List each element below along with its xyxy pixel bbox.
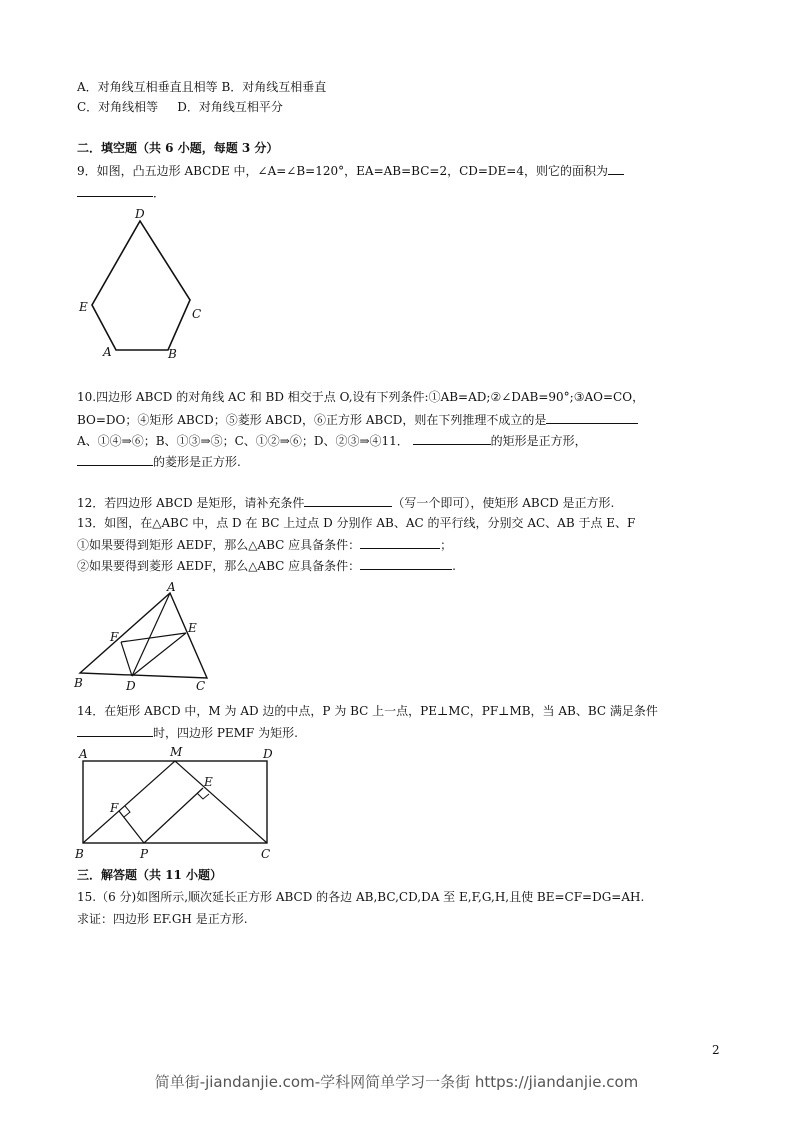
q10-line3 — [77, 432, 587, 449]
right-angle-f — [124, 806, 130, 817]
q14-rectangle-figure — [72, 744, 282, 864]
footer-watermark[interactable]: 简单街-jiandanjie.com-学科网简单学习一条街 https://jiandanjie.com — [154, 1073, 639, 1091]
label-c: C — [196, 679, 206, 693]
page-number: 2 — [712, 1043, 720, 1057]
label-a: A — [103, 345, 112, 359]
segment-bm — [83, 761, 175, 843]
q9-text — [77, 162, 624, 179]
label-b: B — [74, 676, 83, 690]
segment-df — [121, 642, 132, 676]
label-b: B — [75, 847, 84, 861]
q8-options-line1: A．对角线互相垂直且相等 B．对角线互相垂直 — [77, 80, 327, 94]
q10-line2 — [77, 411, 638, 428]
segment-pe — [144, 788, 203, 843]
q11-answer-blank-a[interactable] — [413, 432, 491, 445]
q15-line1: 15.（6 分)如图所示,顺次延长正方形 ABCD 的各边 AB,BC,CD,DA 至 E,F,G,H,且使 BE=CF=DG=AH. — [77, 890, 645, 904]
label-p: P — [140, 847, 149, 861]
triangle-abc — [80, 593, 207, 678]
label-f: F — [110, 801, 119, 815]
label-e: E — [204, 775, 213, 789]
q10-line1: 10.四边形 ABCD 的对角线 AC 和 BD 相交于点 O,设有下列条件:①AB=AD;②∠DAB=90°;③AO=CO， — [77, 390, 645, 404]
q10-line4 — [77, 453, 241, 470]
q14-line1: 14．在矩形 ABCD 中，M 为 AD 边的中点，P 为 BC 上一点，PE⊥MC，PF⊥MB，当 AB、BC 满足条件 — [77, 704, 658, 718]
q13-line3-text: ②如果要得到菱形 AEDF，那么△ABC 应具备条件： — [77, 559, 361, 573]
q10-line4-text: 的菱形是正方形. — [153, 455, 241, 469]
q10-answer-blank[interactable] — [546, 411, 638, 424]
q10-line2-text: BO=DO；④矩形 ABCD；⑤菱形 ABCD，⑥正方形 ABCD，则在下列推理不成立的是 — [77, 413, 547, 427]
q13-line2-end: ； — [440, 538, 453, 552]
q12-line — [77, 494, 614, 511]
q13-answer-blank-1[interactable] — [360, 536, 440, 549]
q13-line3 — [77, 557, 456, 574]
label-e: E — [79, 300, 88, 314]
q9-answer-blank-b[interactable] — [77, 184, 153, 197]
label-b: B — [168, 347, 177, 361]
q12-answer-blank[interactable] — [304, 494, 392, 507]
q9-question: 9．如图，凸五边形 ABCDE 中，∠A=∠B=120°，EA=AB=BC=2，CD=DE=4，则它的面积为 — [77, 164, 609, 178]
q9-answer-blank-a[interactable] — [608, 162, 624, 175]
q11-answer-blank-b[interactable] — [77, 453, 153, 466]
section2-title: 二．填空题（共 6 小题，每题 3 分） — [77, 141, 279, 155]
q14-line2 — [77, 724, 298, 741]
q14-answer-blank[interactable] — [77, 724, 153, 737]
segment-pf — [119, 811, 144, 843]
q15-line2: 求证：四边形 EF.GH 是正方形. — [77, 912, 248, 926]
label-m: M — [170, 745, 183, 759]
q10-line3b: 的矩形是正方形， — [490, 434, 587, 448]
label-d: D — [263, 747, 273, 761]
segment-ad — [132, 593, 170, 676]
q9-pentagon-figure — [74, 202, 214, 364]
label-a: A — [167, 580, 176, 594]
pentagon-shape — [92, 221, 190, 350]
label-a: A — [79, 747, 88, 761]
q12-text-b: （写一个即可），使矩形 ABCD 是正方形. — [392, 496, 615, 510]
q8-options-line2: C．对角线相等 D．对角线互相平分 — [77, 100, 283, 114]
label-d: D — [135, 207, 145, 221]
right-angle-e — [197, 793, 209, 799]
q13-line2-text: ①如果要得到矩形 AEDF，那么△ABC 应具备条件： — [77, 538, 361, 552]
q13-triangle-figure — [72, 580, 222, 696]
q13-line3-end: . — [452, 559, 456, 573]
q12-text-a: 12．若四边形 ABCD 是矩形，请补充条件 — [77, 496, 305, 510]
q13-answer-blank-2[interactable] — [360, 557, 452, 570]
label-e: E — [188, 621, 197, 635]
label-d: D — [126, 679, 136, 693]
q13-line2 — [77, 536, 452, 553]
section3-title: 三．解答题（共 11 小题） — [77, 868, 223, 882]
q9-end: ． — [153, 186, 166, 200]
label-c: C — [192, 307, 202, 321]
label-c: C — [261, 847, 271, 861]
q13-line1: 13．如图，在△ABC 中，点 D 在 BC 上过点 D 分别作 AB、AC 的平行线，分别交 AC、AB 于点 E、F — [77, 516, 636, 530]
label-f: F — [110, 630, 119, 644]
q10-line3a: A、①④⇒⑥；B、①③⇒⑤；C、①②⇒⑥；D、②③⇒④11． — [77, 434, 409, 448]
q9-text-cont — [77, 184, 165, 201]
q14-line2-text: 时，四边形 PEMF 为矩形. — [153, 726, 298, 740]
